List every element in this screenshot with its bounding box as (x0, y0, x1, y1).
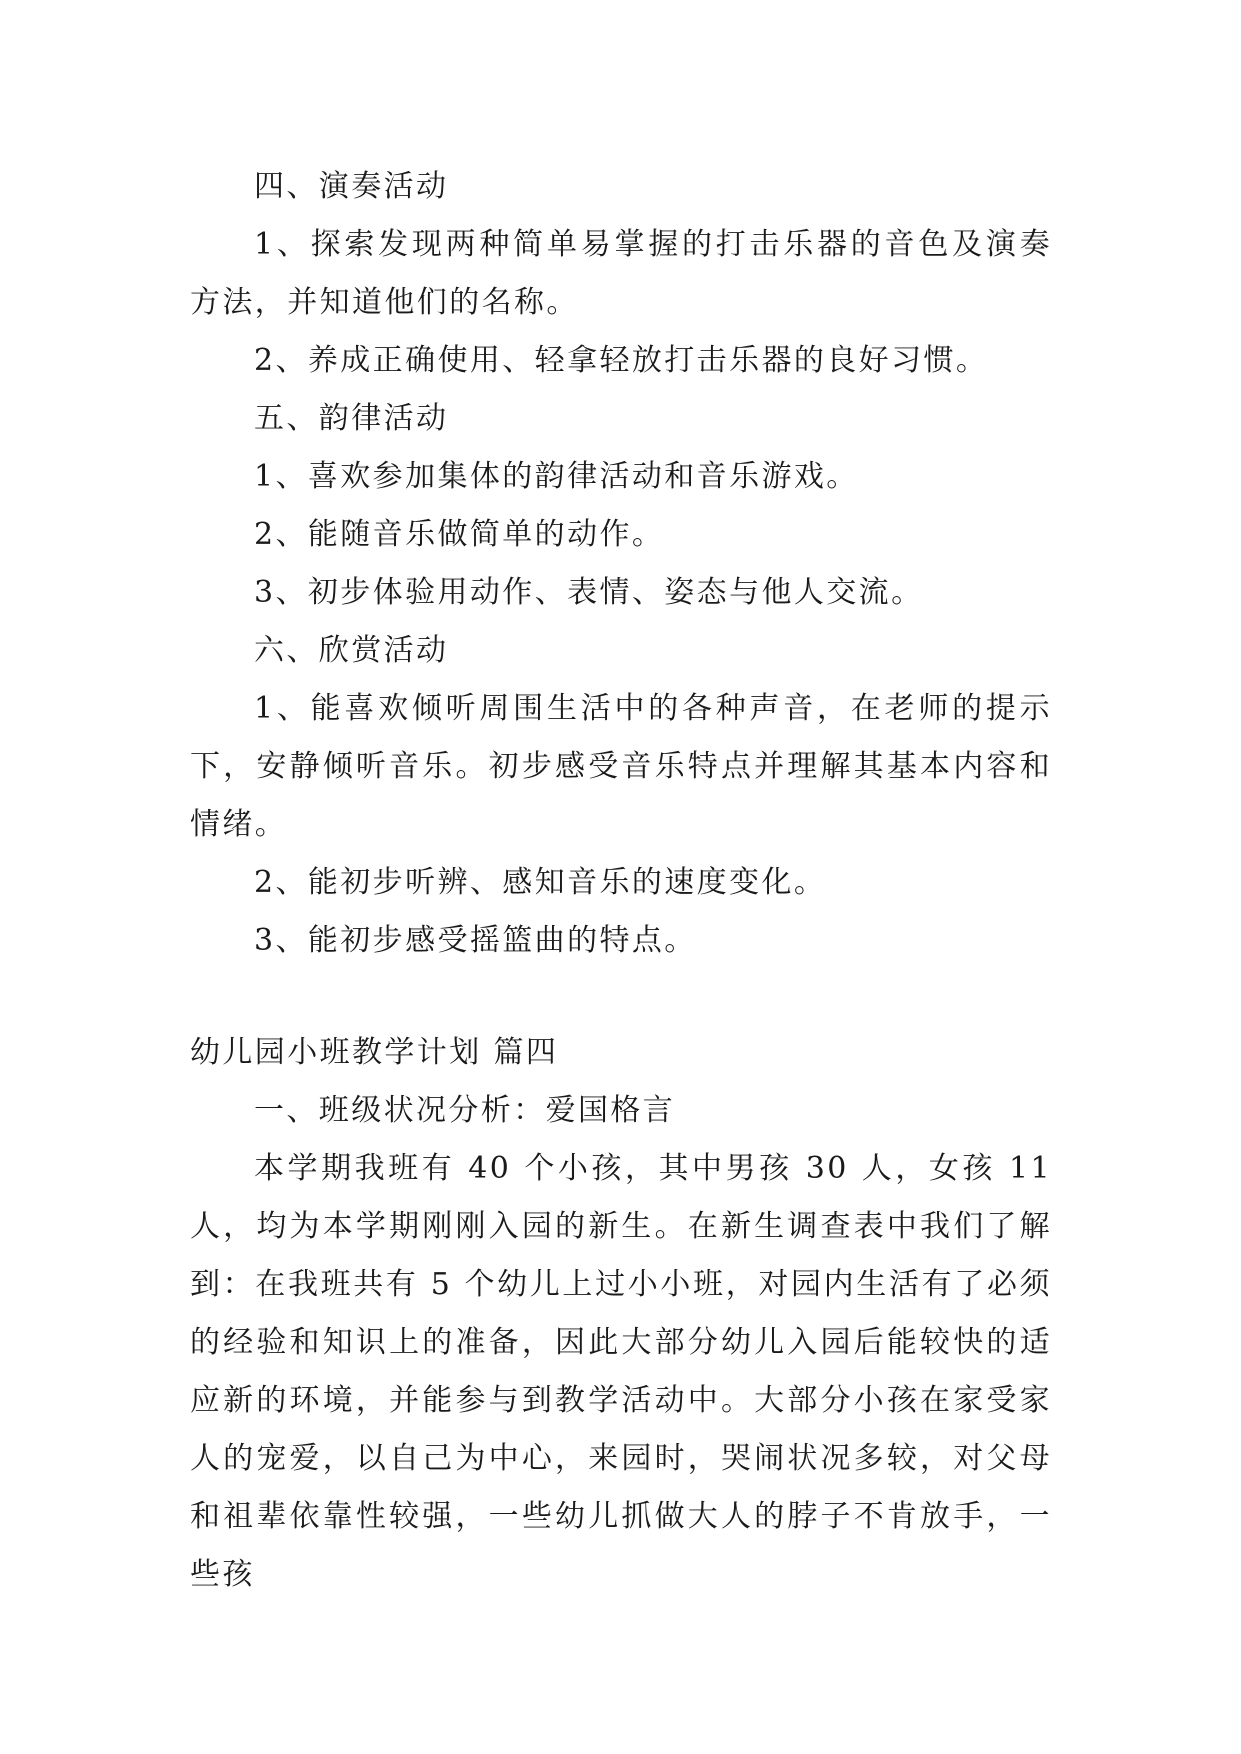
paragraph: 1、喜欢参加集体的韵律活动和音乐游戏。 (254, 459, 859, 494)
section-gap (190, 970, 1052, 1024)
paragraph: 1、能喜欢倾听周围生活中的各种声音，在老师的提示下，安静倾听音乐。初步感受音乐特点并理解其基本内容和情绪。 (190, 691, 1052, 842)
paragraph: 2、养成正确使用、轻拿轻放打击乐器的良好习惯。 (254, 343, 989, 378)
article-title: 幼儿园小班教学计划 篇四 (190, 1035, 559, 1070)
paragraph: 3、能初步感受摇篮曲的特点。 (254, 923, 697, 958)
heading-appreciation: 六、欣赏活动 (254, 633, 449, 668)
document-body (190, 158, 1052, 1604)
paragraph: 本学期我班有 40 个小孩，其中男孩 30 人，女孩 11 人，均为本学期刚刚入园的新生。在新生调查表中我们了解到：在我班共有 5 个幼儿上过小小班，对园内生活有了必须的经验和知识上的准备，因此大部分幼儿入园后能较快的适应新的环境，并能参与到教学活动中。大部分小孩在家受家人的宠爱，以自己为中心，来园时，哭闹状况多较，对父母和祖辈依靠性较强，一些幼儿抓做大人的脖子不肯放手，一些孩 (190, 1151, 1052, 1592)
heading-rhythm: 五、韵律活动 (254, 401, 449, 436)
heading-class-analysis: 一、班级状况分析：爱国格言 (254, 1093, 676, 1128)
paragraph: 1、探索发现两种简单易掌握的打击乐器的音色及演奏方法，并知道他们的名称。 (190, 227, 1052, 320)
heading-performance: 四、演奏活动 (254, 169, 449, 204)
paragraph: 3、初步体验用动作、表情、姿态与他人交流。 (254, 575, 924, 610)
paragraph: 2、能随音乐做简单的动作。 (254, 517, 665, 552)
paragraph: 2、能初步听辨、感知音乐的速度变化。 (254, 865, 827, 900)
